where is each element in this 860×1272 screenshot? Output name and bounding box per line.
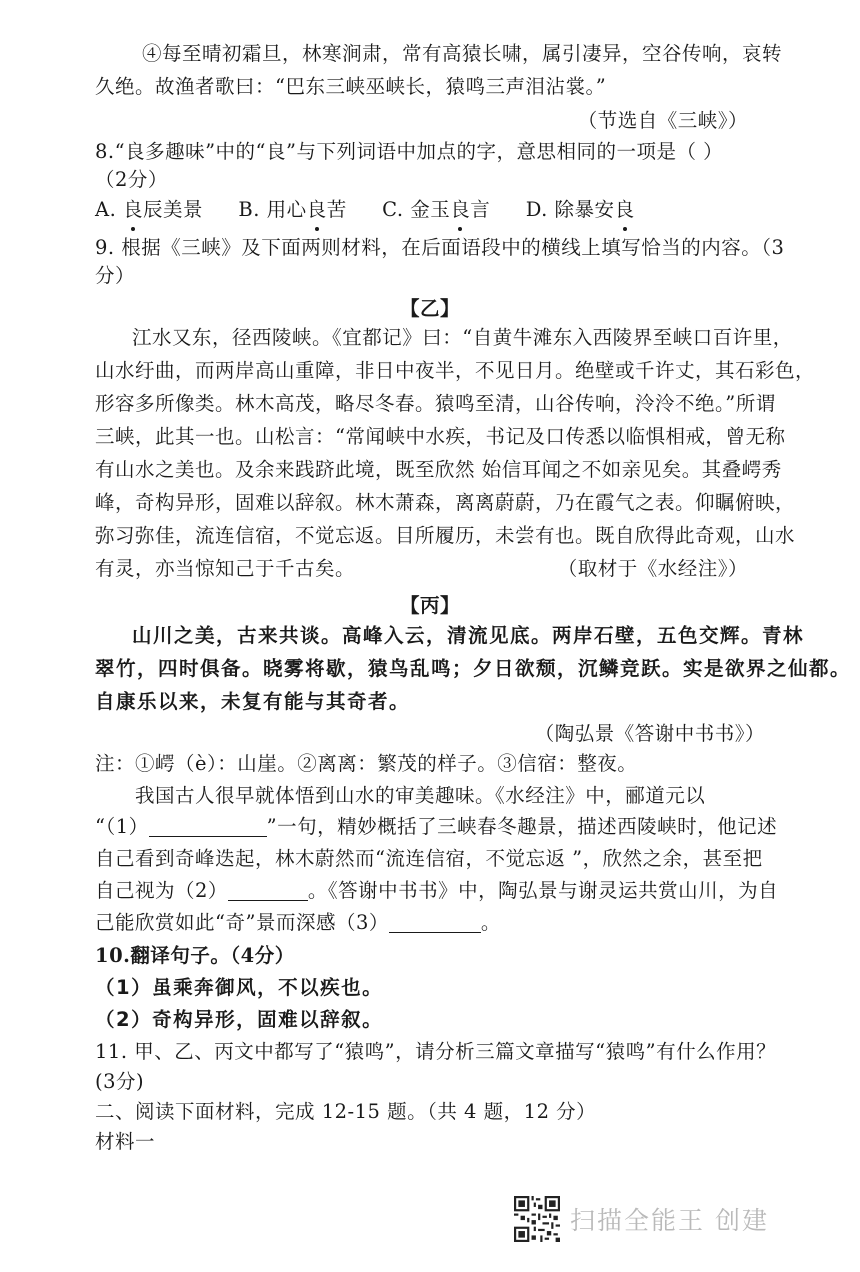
passage-bing-line: 翠竹，四时俱备。晓雾将歇，猿鸟乱鸣；夕日欲颓，沉鳞竞跃。实是欲界之仙都。: [95, 657, 852, 680]
qr-code-icon: [514, 1196, 560, 1242]
q9-stem-line1: 9. 根据《三峡》及下面两则材料，在后面语段中的横线上填写恰当的内容。（3: [95, 236, 785, 259]
blank-1-input[interactable]: [149, 814, 267, 837]
q8-option-c[interactable]: C. 金玉良言: [382, 198, 490, 221]
passage-yi-last-line: 有灵，亦当惊知己于千古矣。: [95, 557, 356, 580]
q9-stem-line2: 分）: [95, 264, 136, 287]
jia-para4-line1: ④每至晴初霜旦，林寒涧肃，常有高猿长啸，属引凄异，空谷传响，哀转: [142, 42, 783, 65]
passage-yi-line: 三峡，此其一也。山松言：“常闻峡中水疾，书记及口传悉以临惧相戒，曾无称: [95, 425, 786, 448]
jia-source: （节选自《三峡》）: [577, 109, 748, 132]
q11-stem-line1: 11. 甲、乙、丙文中都写了“猿鸣”，请分析三篇文章描写“猿鸣”有什么作用？: [95, 1040, 777, 1063]
emphasis-dot-char: 良: [123, 194, 143, 226]
jia-para4-line2: 久绝。故渔者歌曰：“巴东三峡巫峡长，猿鸣三声泪沾裳。”: [95, 75, 607, 98]
q10-sentence-2: （2）奇构异形，固难以辞叙。: [95, 1008, 384, 1031]
fill-para-line2: “（1） ”一句，精妙概括了三峡春冬趣景，描述西陵峡时，他记述: [95, 815, 778, 838]
q10-stem: 10.翻译句子。（4分）: [95, 944, 295, 967]
section2-heading: 二、阅读下面材料，完成 12-15 题。（共 4 题，12 分）: [95, 1100, 597, 1123]
passage-yi-line: 山水纡曲，而两岸高山重障，非日中夜半，不见日月。绝壁或千许丈，其石彩色，: [95, 359, 816, 382]
passage-bing-line: 自康乐以来，未复有能与其奇者。: [95, 690, 411, 713]
passage-bing-line: 山川之美，古来共谈。高峰入云，清流见底。两岸石壁，五色交辉。青林: [132, 624, 805, 647]
q11-stem-line2: (3分): [95, 1070, 145, 1093]
q8-option-a[interactable]: A. 良辰美景: [95, 198, 203, 221]
fill-para-line5: 己能欣赏如此“奇”景而深感（3） 。: [95, 911, 501, 934]
q8-options: [95, 194, 635, 226]
passage-yi-source: （取材于《水经注》）: [557, 557, 748, 580]
q8-stem: 8.“良多趣味”中的“良”与下列词语中加点的字，意思相同的一项是（ ）: [95, 140, 724, 163]
passage-yi-title: 【乙】: [399, 297, 460, 320]
emphasis-dot-char: 良: [450, 194, 470, 226]
q10-sentence-1: （1）虽乘奔御风，不以疾也。: [95, 976, 384, 999]
scanner-watermark: [514, 1196, 769, 1242]
fill-para-line4: 自己视为（2） 。《答谢中书书》中，陶弘景与谢灵运共赏山川，为自: [95, 879, 779, 902]
passage-yi-line: 江水又东，径西陵峡。《宜都记》曰：“自黄牛滩东入西陵界至峡口百许里，: [132, 326, 793, 349]
blank-2-input[interactable]: [228, 878, 308, 901]
passage-bing-source: （陶弘景《答谢中书书》）: [534, 722, 765, 745]
fill-para-line3: 自己看到奇峰迭起，林木蔚然而“流连信宿，不觉忘返 ”，欣然之余，甚至把: [95, 847, 763, 870]
passage-bing-title: 【丙】: [399, 594, 460, 617]
emphasis-dot-char: 良: [307, 194, 327, 226]
passage-yi-line: 峰，奇构异形，固难以辞叙。林木萧森，离离蔚蔚，乃在霞气之表。仰瞩俯映，: [95, 491, 796, 514]
section2-material-label: 材料一: [95, 1130, 156, 1153]
q8-score: （2分）: [95, 168, 168, 191]
passage-yi-line: 弥习弥佳，流连信宿，不觉忘返。目所履历，未尝有也。既自欣得此奇观，山水: [95, 524, 796, 547]
scanner-brand-text: 扫描全能王 创建: [570, 1206, 769, 1235]
q8-option-b[interactable]: B. 用心良苦: [238, 198, 346, 221]
passage-yi-line: 形容多所像类。林木高茂，略尽冬春。猿鸣至清，山谷传响，泠泠不绝。”所谓: [95, 392, 776, 415]
annotations: 注：①崿（è）：山崖。②离离：繁茂的样子。③信宿：整夜。: [95, 752, 638, 775]
blank-3-input[interactable]: [389, 910, 481, 933]
passage-yi-line: 有山水之美也。及余来践跻此境，既至欣然 始信耳闻之不如亲见矣。其叠崿秀: [95, 458, 782, 481]
emphasis-dot-char: 良: [615, 194, 635, 226]
q8-option-d[interactable]: D. 除暴安良: [526, 198, 635, 221]
fill-para-line1: 我国古人很早就体悟到山水的审美趣味。《水经注》中，郦道元以: [135, 784, 706, 807]
